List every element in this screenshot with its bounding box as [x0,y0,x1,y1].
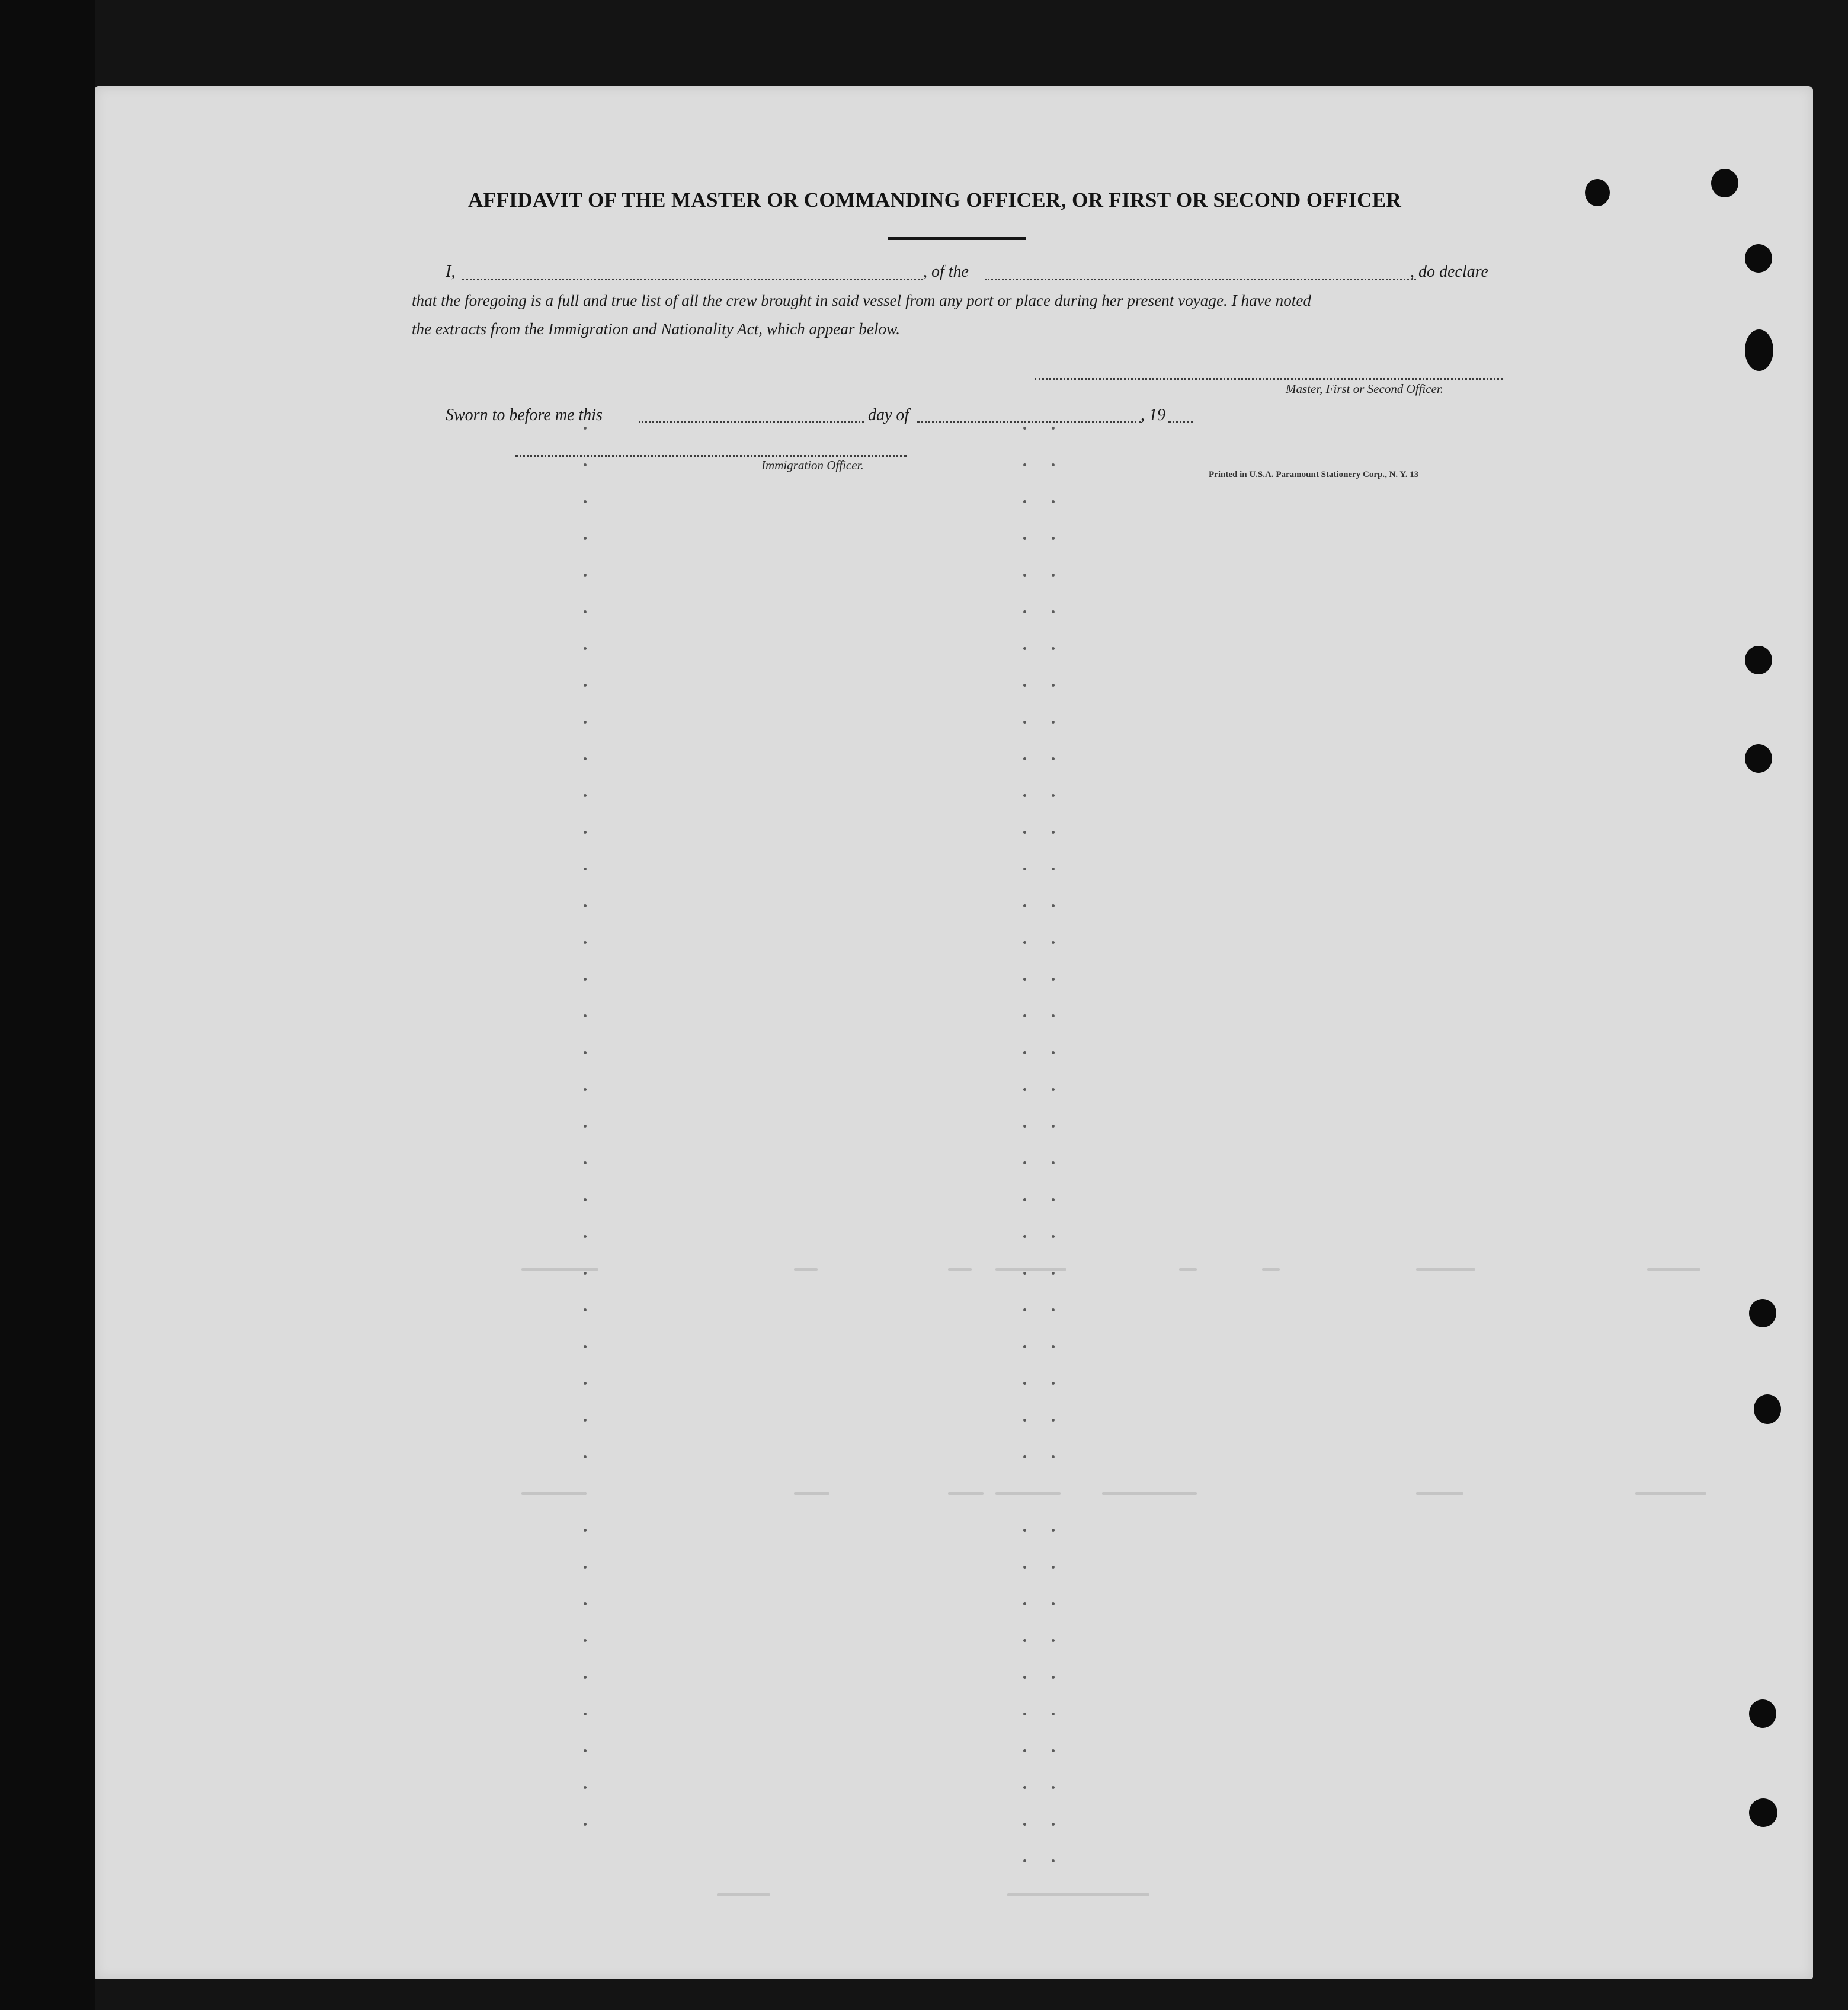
vessel-name-field[interactable] [985,279,1416,280]
bleed-through-dot [584,904,587,907]
bleed-through-dot [584,1455,587,1458]
declarant-prefix: I, [446,263,456,281]
bleed-through-dot [1052,1749,1055,1752]
master-signature-caption: Master, First or Second Officer. [1286,382,1443,396]
bleed-through-stroke [1179,1268,1197,1271]
bleed-through-dot [1052,647,1055,650]
bleed-through-dot [1023,1051,1026,1054]
bleed-through-dot [1052,1639,1055,1642]
bleed-through-dot [1023,1198,1026,1201]
bleed-through-dot [584,1125,587,1128]
bleed-through-dot [1052,1676,1055,1679]
binder-hole [1749,1299,1776,1327]
bleed-through-dot [584,684,587,687]
bleed-through-dot [1023,1676,1026,1679]
bleed-through-stroke [1647,1268,1700,1271]
bleed-through-dot [1023,1823,1026,1826]
immigration-officer-signature-line[interactable] [515,455,907,457]
bleed-through-dot [1052,1235,1055,1238]
bleed-through-stroke [1007,1893,1149,1896]
bleed-through-dot [584,941,587,944]
bleed-through-dot [584,1639,587,1642]
binder-hole [1754,1394,1781,1424]
sworn-label: Sworn to before me this [446,406,603,424]
binder-hole [1745,744,1772,773]
bleed-through-dot [1023,1308,1026,1311]
year-prefix-label: , 19 [1141,406,1165,424]
bleed-through-dot [1023,1859,1026,1862]
bleed-through-dot [1052,1308,1055,1311]
bleed-through-dot [1023,647,1026,650]
bleed-through-stroke [948,1268,972,1271]
bleed-through-dot [584,1676,587,1679]
day-of-label: day of [868,406,909,424]
sworn-month-field[interactable] [917,421,1141,423]
master-signature-line[interactable] [1035,378,1503,380]
of-the-label: , of the [923,263,969,281]
affidavit-title: AFFIDAVIT OF THE MASTER OR COMMANDING OFFICER, OR FIRST OR SECOND OFFICER [468,188,1402,212]
bleed-through-dot [1052,1161,1055,1164]
bleed-through-dot [1023,1161,1026,1164]
bleed-through-dot [1052,1566,1055,1569]
bleed-through-dot [1023,757,1026,760]
bleed-through-dot [584,574,587,577]
bleed-through-stroke [995,1492,1061,1495]
bleed-through-stroke [1416,1492,1463,1495]
bleed-through-dot [584,1345,587,1348]
bleed-through-stroke [521,1492,587,1495]
binder-hole [1749,1798,1777,1827]
bleed-through-dot [584,1161,587,1164]
binder-hole [1585,179,1610,206]
binder-hole [1711,169,1738,197]
bleed-through-dot [1023,868,1026,870]
do-declare-label: , do declare [1410,263,1488,281]
bleed-through-dot [584,1749,587,1752]
bleed-through-dot [1023,427,1026,430]
declaration-text-line-3: the extracts from the Immigration and Nationality Act, which appear below. [412,320,901,338]
bleed-through-stroke [948,1492,984,1495]
bleed-through-dot [584,1088,587,1091]
bleed-through-dot [584,1014,587,1017]
binder-hole [1749,1699,1776,1728]
bleed-through-dot [1023,1419,1026,1422]
bleed-through-dot [584,647,587,650]
bleed-through-dot [1023,1639,1026,1642]
bleed-through-dot [1023,721,1026,724]
bleed-through-dot [584,1566,587,1569]
bleed-through-dot [1023,1566,1026,1569]
bleed-through-dot [1052,831,1055,834]
bleed-through-dot [584,1786,587,1789]
bleed-through-dot [1052,500,1055,503]
bleed-through-dot [584,427,587,430]
bleed-through-dot [1023,831,1026,834]
bleed-through-dot [584,1235,587,1238]
bleed-through-dot [1023,1786,1026,1789]
bleed-through-dot [1023,1529,1026,1532]
bleed-through-dot [584,1602,587,1605]
bleed-through-dot [1052,1455,1055,1458]
bleed-through-stroke [794,1268,818,1271]
scan-border-left [0,0,95,2010]
bleed-through-dot [1023,1455,1026,1458]
bleed-through-dot [1023,537,1026,540]
bleed-through-stroke [1416,1268,1475,1271]
bleed-through-dot [584,1051,587,1054]
bleed-through-dot [1052,463,1055,466]
bleed-through-dot [1052,1198,1055,1201]
bleed-through-dot [584,1272,587,1275]
bleed-through-dot [1023,1272,1026,1275]
bleed-through-dot [584,610,587,613]
bleed-through-dot [1023,1345,1026,1348]
bleed-through-dot [1023,1125,1026,1128]
binder-hole [1745,244,1772,273]
bleed-through-dot [1052,941,1055,944]
bleed-through-dot [1023,1014,1026,1017]
bleed-through-dot [1052,1419,1055,1422]
immigration-officer-caption: Immigration Officer. [761,458,864,472]
bleed-through-dot [1023,463,1026,466]
bleed-through-dot [1052,757,1055,760]
bleed-through-dot [584,794,587,797]
declaration-text-line-2: that the foregoing is a full and true list of all the crew brought in said vessel from any port or place during her present voyage. I have noted [412,292,1312,309]
bleed-through-dot [584,463,587,466]
bleed-through-dot [1052,1272,1055,1275]
bleed-through-dot [1052,1713,1055,1715]
bleed-through-dot [1023,1749,1026,1752]
bleed-through-dot [1023,978,1026,981]
bleed-through-dot [1052,721,1055,724]
bleed-through-dot [584,757,587,760]
title-underline [888,237,1026,240]
bleed-through-dot [584,1382,587,1385]
bleed-through-dot [1052,1823,1055,1826]
bleed-through-dot [1023,941,1026,944]
bleed-through-dot [1052,1602,1055,1605]
bleed-through-dot [584,1713,587,1715]
bleed-through-dot [584,1529,587,1532]
bleed-through-stroke [1262,1268,1280,1271]
bleed-through-stroke [995,1268,1066,1271]
document-page [95,86,1813,1979]
bleed-through-dot [1023,1713,1026,1715]
bleed-through-dot [1052,574,1055,577]
bleed-through-dot [1052,1088,1055,1091]
bleed-through-dot [1052,1051,1055,1054]
bleed-through-dot [1052,1014,1055,1017]
bleed-through-stroke [1635,1492,1706,1495]
bleed-through-dot [584,1419,587,1422]
bleed-through-dot [1052,1786,1055,1789]
bleed-through-dot [584,1823,587,1826]
bleed-through-dot [1023,1382,1026,1385]
bleed-through-dot [1023,574,1026,577]
bleed-through-dot [1052,1125,1055,1128]
binder-hole [1745,329,1773,371]
bleed-through-dot [584,831,587,834]
bleed-through-dot [1052,1345,1055,1348]
bleed-through-dot [584,537,587,540]
bleed-through-dot [584,978,587,981]
binder-hole [1745,646,1772,674]
bleed-through-dot [1052,1382,1055,1385]
bleed-through-dot [1052,684,1055,687]
bleed-through-dot [584,500,587,503]
sworn-day-field[interactable] [639,421,864,423]
bleed-through-dot [1052,610,1055,613]
bleed-through-dot [1023,500,1026,503]
declarant-name-field[interactable] [462,279,923,280]
bleed-through-dot [584,868,587,870]
bleed-through-dot [584,1198,587,1201]
bleed-through-stroke [521,1268,598,1271]
bleed-through-dot [1052,904,1055,907]
bleed-through-dot [1023,1602,1026,1605]
bleed-through-dot [1023,1088,1026,1091]
bleed-through-dot [1023,610,1026,613]
bleed-through-dot [1052,794,1055,797]
bleed-through-dot [1023,1235,1026,1238]
bleed-through-dot [1052,537,1055,540]
sworn-year-field[interactable] [1168,421,1193,423]
bleed-through-dot [584,1308,587,1311]
bleed-through-dot [1023,684,1026,687]
bleed-through-dot [584,721,587,724]
bleed-through-dot [1023,794,1026,797]
bleed-through-stroke [794,1492,829,1495]
bleed-through-stroke [1102,1492,1197,1495]
printer-imprint: Printed in U.S.A. Paramount Stationery Corp., N. Y. 13 [1209,470,1419,479]
bleed-through-dot [1023,904,1026,907]
bleed-through-dot [1052,1529,1055,1532]
bleed-through-dot [1052,1859,1055,1862]
bleed-through-dot [1052,868,1055,870]
bleed-through-dot [1052,427,1055,430]
bleed-through-dot [1052,978,1055,981]
bleed-through-stroke [717,1893,770,1896]
